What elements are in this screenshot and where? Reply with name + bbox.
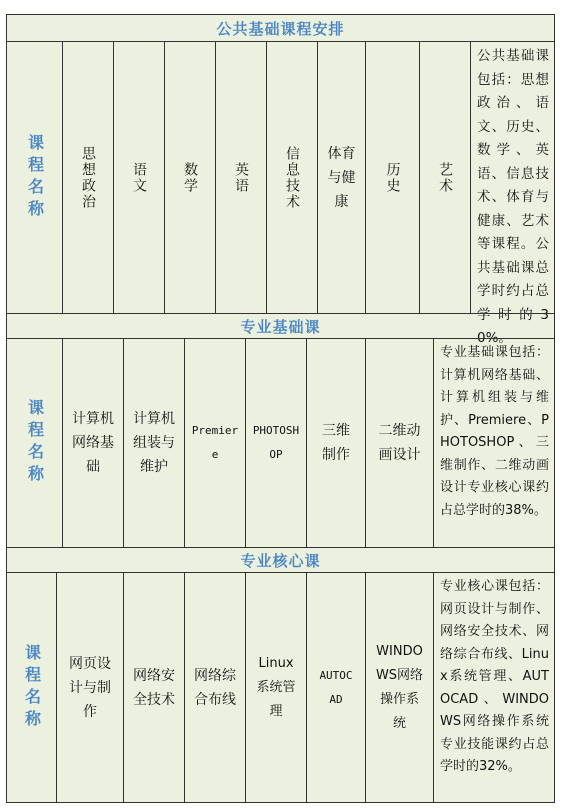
section-title-professional-basic: 专业基础课 (6, 313, 555, 339)
course-cell (365, 338, 434, 548)
course-cell (365, 41, 420, 314)
course-schedule-table (6, 14, 555, 803)
course-name: 网络安全技术 (133, 667, 175, 708)
course-name-label: 课程名称 (6, 572, 57, 803)
course-name: 二维动画设计 (378, 423, 421, 463)
course-name: 计算机网络基础 (72, 411, 114, 475)
course-name: Linux系统管理 (256, 655, 296, 719)
course-name: 历史 (384, 161, 401, 194)
section-title-public-basic: 公共基础课程安排 (6, 14, 555, 42)
course-cell (56, 572, 124, 803)
course-description: 公共基础课包括：思想政治、语文、历史、数学、英语、信息技术、体育与健康、艺术等课程。公共基础课总学时约占总学时的30%。 (470, 41, 555, 314)
course-name-label: 课程名称 (6, 41, 63, 314)
course-cell (164, 41, 216, 314)
course-name: 英语 (233, 161, 249, 194)
course-name: PHOTOSHOP (252, 424, 300, 461)
course-name: 体育与健康 (327, 145, 356, 210)
section-title-professional-core: 专业核心课 (6, 547, 555, 573)
course-name: 信息技术 (284, 145, 300, 210)
course-name-label: 课程名称 (6, 338, 63, 548)
course-description: 专业基础课包括：计算机网络基础、计算机组装与维护、Premiere、PHOTOSHOP、三维制作、二维动画设计专业核心课约占总学时的38%。 (433, 338, 555, 548)
course-description: 专业核心课包括：网页设计与制作、网络安全技术、网络综合布线、Linux系统管理、AUTOCAD、WINDOWS网络操作系统专业技能课约占总学时的32%。 (433, 572, 555, 803)
course-name: 思想政治 (80, 145, 96, 210)
course-cell (245, 338, 307, 548)
course-cell (266, 41, 318, 314)
course-cell (62, 338, 124, 548)
course-cell (62, 41, 114, 314)
course-name: WINDOWS网络操作系统 (375, 643, 424, 731)
course-cell (123, 338, 185, 548)
course-cell (245, 572, 307, 803)
course-name: 计算机组装与维护 (133, 411, 175, 475)
course-cell (306, 572, 366, 803)
course-cell (215, 41, 267, 314)
course-cell (184, 572, 246, 803)
course-name: 艺术 (437, 161, 453, 194)
course-name: AUTOCAD (319, 668, 353, 706)
course-cell (317, 41, 366, 314)
course-cell (365, 572, 434, 803)
course-name: 网页设计与制作 (69, 655, 111, 720)
course-name: 三维制作 (322, 423, 350, 463)
course-name: 语文 (131, 161, 147, 194)
course-cell (113, 41, 165, 314)
course-name: 网络综合布线 (194, 667, 236, 708)
course-name: Premiere (191, 424, 239, 461)
course-cell (123, 572, 185, 803)
course-name: 数学 (182, 161, 198, 194)
course-cell (306, 338, 366, 548)
course-cell (419, 41, 471, 314)
course-cell (184, 338, 246, 548)
